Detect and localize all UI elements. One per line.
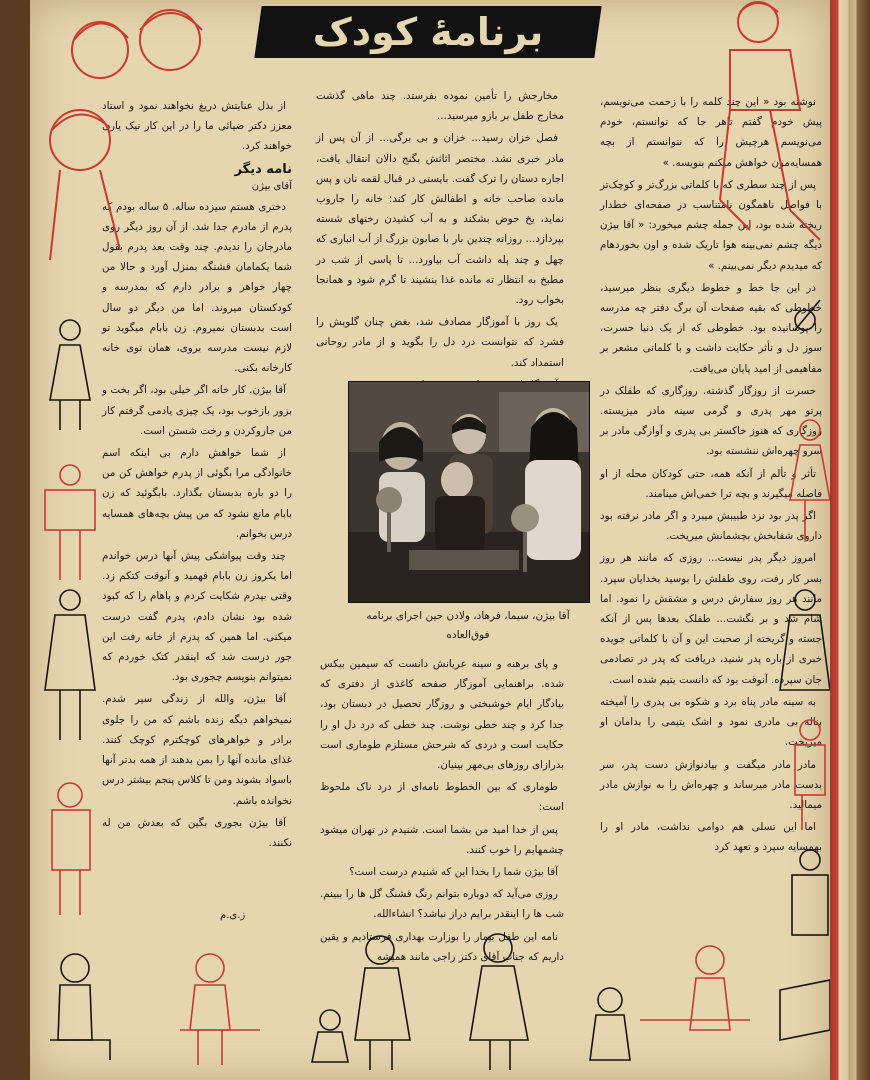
paragraph: فصل خزان رسید... خزان و بی برگی... از آن پس از مادر خبری نشد. مختصر اثاثش بگنج دالان انتقال یافت، اجاره دستان را ترک گفت. بایستی در قبال لقمه نان و پس مانده صاحب خانه و اطفالش کار کند: خانه را جاروب نماید، یخ حوض بشکند و به آب کشیدن رختهای شسته بپردازد... روزانه چندین بار با صابون بزرگ از آب انباری که چهل و چند پله داشت آب بیاورد... تا پاسی از شب در مطبخ به انتظار ته مانده غذا بنشیند تا گرم شود و همانجا بخواب رود. xyxy=(316,132,564,307)
section-heading: نامه دیگر xyxy=(234,161,292,177)
paragraph: روزی می‌آید که دوباره بتوانم رنگ قشنگ گل ها را ببینم. شب ها را اینقدر برایم دراز نباشد؟ انشاءالله. xyxy=(320,888,564,921)
paragraph: مادر مادر میگفت و بیادنوازش دست پدر، سر بدست مادر میرساند و چهره‌اش را به نوازش مادر میمالید. xyxy=(600,758,822,811)
paragraph: و پای برهنه و سینه عریانش دانست که سیمین بیکس شده. براهنمایی آموزگار صفحه کاغذی از دفتری که بیادگار ایام خوشبختی و روزگار تحصیل در دبستان بود، جدا کرد و چند خطی نوشت. چند خطی که درد دل او را حکایت است و دردی که شرحش مستلزم طوماری است بدرازای روزهای بی‌مهر بینیان. xyxy=(320,658,564,772)
paragraph: آقا بیژن بجوری بگین که بعدش من له نکنند. xyxy=(102,816,292,849)
paragraph: از شما خواهش دارم بی اینکه اسم خانوادگی مرا بگوئی از پدرم خواهش کن من را دو باره بدبستان بگذارد. بابگوئید که زن بابام مانع نشود که من پیش بچه‌های همسایه درس بخوانم. xyxy=(102,447,292,540)
photo-caption: آقا بیژن، سیما، فرهاد، ولادن حین اجرای برنامه فوق‌العاده xyxy=(366,610,570,641)
masthead-title: برنامهٔ کودک xyxy=(312,10,544,54)
paragraph: پس از خدا امید من بشما است. شنیدم در تهران میشود چشمهایم را خوب کنند. xyxy=(320,823,564,856)
book-spine xyxy=(0,0,30,1080)
paragraph: مخارجش را تأمین نموده بفرستد. چند ماهی گذشت مخارج طفل بر بازو میرسید... xyxy=(316,90,564,123)
paragraph: نامه این طفل بیمار را بوزارت بهداری فرستادیم و یقین داریم که جناب آقای دکتر راجی مانند همیشه xyxy=(320,930,564,963)
right-margin-figures xyxy=(780,300,830,935)
right-margin-red-figures xyxy=(790,420,830,830)
paragraph: نوشته بود « این چند کلمه را با زحمت می‌نویسم، پیش خودم گفتم تاهر جا که توانستم، خودم می‌نویسم هرچیش را که نتوانستم از بچه همسایه‌مون خواهش میکنم بنویسه. » xyxy=(600,96,822,169)
paragraph: طوماری که بین الخطوط نامه‌ای از درد ناک ملحوظ است: xyxy=(320,781,564,814)
bottom-red-children-drawing xyxy=(180,946,750,1065)
paragraph: از بذل عنایتش دریغ نخواهند نمود و استاد معزز دکتر ضیائی ما را در این کار نیک یاری خواهند کرد. xyxy=(102,100,292,153)
paragraph: اگر پدر بود نزد طبیبش میبرد و اگر مادر نرفته بود داروی شفابخش بچشمانش میریخت. xyxy=(600,510,822,543)
salutation: آقای بیژن xyxy=(251,180,292,192)
top-left-faces-drawing xyxy=(50,10,202,260)
paragraph: آقا بیژن، والله از زندگی سیر شدم. نمیخواهم دیگه زنده باشم که من را جلوی برادر و خواهرهای کوچکترم کوچک کنند. غذای مانده آنها را بمن بدهند از همه بدتر آنها باسواد بشوند ومن تا کلاس پنجم بیشتر درس نخوانده باشم. xyxy=(102,693,292,807)
paragraph: چند وقت پیواشکی پیش آنها درس خواندم اما یکروز زن بابام فهمید و آنوقت کتکم زد. وقتی بپدرم شکایت کردم و پاهام را که کبود شده بود نشان دادم، پدرم گفت درست میکنی. اما همین که پدرم از خانه رفت این جور درست شد که اینقدر کتک خوردم که نمیتوانم بنویسم چجوری بود. xyxy=(102,550,292,684)
bottom-children-drawing xyxy=(50,934,830,1070)
paragraph: در این جا خط و خطوط دیگری بنظر میرسید، خطوطی که بقیه صفحات آن برگ دفتر چه مدرسه را پوشانیده بود. خطوطی که از یک دنیا حسرت، سوز دل و تأثر حکایت داشت و با کلماتی مشعر بر مفاهیمی از امید پایان می‌یافت. xyxy=(600,281,822,375)
page-stack-edge xyxy=(830,0,870,1080)
paragraph: تأثر و تألم از آنکه همه، حتی کودکان محله از او فاصله میگیرند و بچه ترا خمی‌اش مینامند. xyxy=(600,467,822,500)
magazine-page xyxy=(30,0,830,1080)
top-right-child-drawing xyxy=(720,2,820,240)
border-illustrations xyxy=(30,0,830,1080)
paragraph: یک روز با آموزگار مصادف شد، بغض چنان گلویش را فشرد که نتوانست درد دل را بگوید و از مادر روحانی استمداد کند. xyxy=(316,316,564,369)
paragraph: امروز دیگر پدر نیست... روزی که مانند هر روز بسر کار رفت، روی طفلش را بوسید بخدایان سپرد. مانند هر روز سفارش درس و مشقش را نمود. اما شام شد و بر نگشت... طفلک بعدها پس از آنکه جسته و گریخته از صحبت این و آن با کلماتی جویده خبری از باره پدر شنید، دریافت که پدر در تصادمی جان سپرده. آنوقت بود که دانست یتیم شده است. xyxy=(600,552,822,686)
signature: ز.ی.م xyxy=(220,910,246,921)
paragraph: دختری هستم سیزده ساله. ۵ ساله بودم که پدرم از مادرم جدا شد. از آن روز دیگر روی مادرجان را ندیدم. چند وقت بعد پدرم بقول شما یکمامان قشنگه بمنزل آورد و حالا من چهار خواهر و برادر دارم که بمدرسه و کودکستان میروند. اما من دیگر دو سال است بدبستان نمیروم. زن بابام میگوید تو لازم نیست مدرسه بروی، همان توی خانه کارخانه بکنی. xyxy=(102,200,292,375)
paragraph: اما این تسلی هم دوامی نداشت، مادر او را بهمسایه سپرد و تعهد کرد xyxy=(600,821,822,854)
paragraph: به سینه مادر پناه برد و شکوه بی پدری را آمیخته بناله بی مادری نمود و اشک یتیمی را بدامان او میریخت. xyxy=(600,695,822,749)
paragraph: حسرت از روزگار گذشته. روزگاری که طفلک در پرتو مهر پدری و گرمی سینه مادر میزیسته. روزگاری که هنوز خاکستر بی پدری و آوارگی مادر بر سرو چهره‌اش ننشسته بود. xyxy=(600,384,822,458)
paragraph: آقا بیژن شما را بخدا این که شنیدم درست است؟ xyxy=(349,866,558,879)
paragraph: آقا بیژن. کار خانه اگر خیلی بود، اگر بخت و بزور بازخوب بود، یک چیزی یادمی گرفتم کار من جاروکردن و رخت شستن است. xyxy=(102,384,292,437)
paragraph: پس از چند سطری که با کلماتی بزرگ‌تر و کوچک‌تر با فواصل ناهمگون نامتناسب در صفحه‌ای خطدار ریخته شده بود، این جمله چشم میخورد: « آقا بیژن دیگه چشم نمی‌بینه هوا تاریک شده و اون بخوردهام که میدیدم دیگر نمی‌بینم. » xyxy=(600,178,822,272)
